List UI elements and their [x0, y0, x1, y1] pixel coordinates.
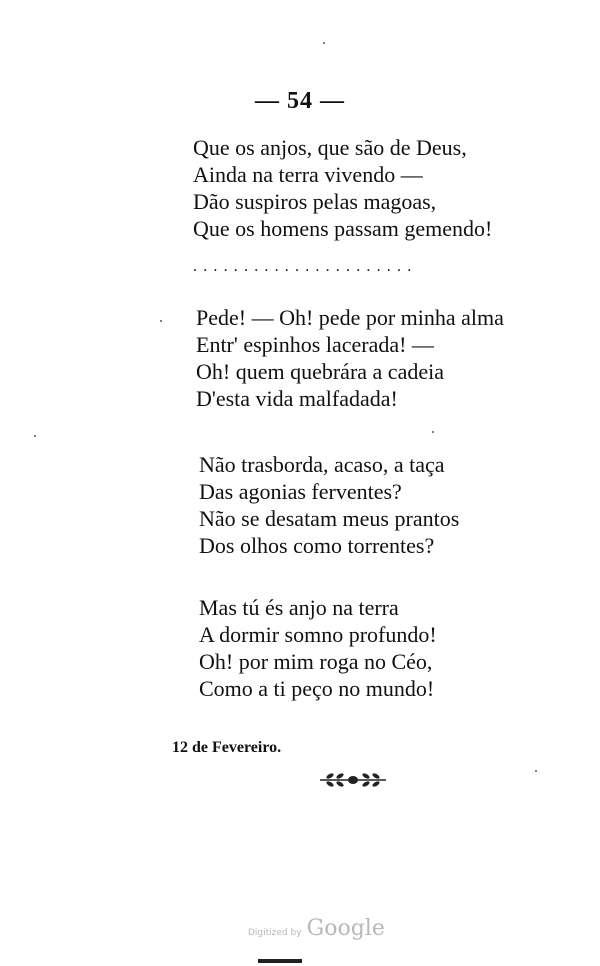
verse-line: Entr' espinhos lacerada! — — [196, 332, 434, 357]
verse-line: Dos olhos como torrentes? — [199, 533, 435, 558]
scan-edge-mark — [258, 959, 302, 963]
scan-speck — [432, 431, 434, 433]
verse-line: Pede! — Oh! pede por minha alma — [196, 305, 504, 330]
verse-line: Não trasborda, acaso, a taça — [199, 452, 445, 477]
verse-line: Que os homens passam gemendo! — [193, 216, 493, 241]
verse-line: Mas tú és anjo na terra — [199, 595, 399, 620]
verse-line: Oh! quem quebrára a cadeia — [196, 359, 444, 384]
verse-line: Não se desatam meus prantos — [199, 506, 460, 531]
verse-line: Das agonias ferventes? — [199, 479, 402, 504]
stanza-1 — [193, 134, 492, 242]
scan-speck — [535, 770, 537, 772]
verse-line: D'esta vida malfadada! — [196, 386, 398, 411]
page-number: — 54 — — [255, 88, 345, 114]
verse-line: Oh! por mim roga no Céo, — [199, 649, 433, 674]
verse-line: Ainda na terra vivendo — — [193, 162, 423, 187]
stanza-3 — [199, 451, 459, 559]
scan-speck — [160, 320, 162, 322]
omission-dots: ...................... — [193, 258, 418, 275]
verse-line: Dão suspiros pelas magoas, — [193, 189, 437, 214]
verse-line: Como a ti peço no mundo! — [199, 676, 435, 701]
verse-line: A dormir somno profundo! — [199, 622, 437, 647]
scan-speck — [34, 435, 36, 437]
stanza-4 — [199, 594, 437, 702]
floral-vignette-icon — [318, 770, 388, 790]
watermark-prefix: Digitized by — [248, 928, 302, 938]
date-line: 12 de Fevereiro. — [172, 739, 282, 756]
stanza-2 — [196, 304, 504, 412]
digitization-watermark — [248, 916, 385, 941]
verse-line: Que os anjos, que são de Deus, — [193, 135, 467, 160]
watermark-brand: Google — [306, 916, 385, 941]
scan-speck — [323, 42, 325, 44]
